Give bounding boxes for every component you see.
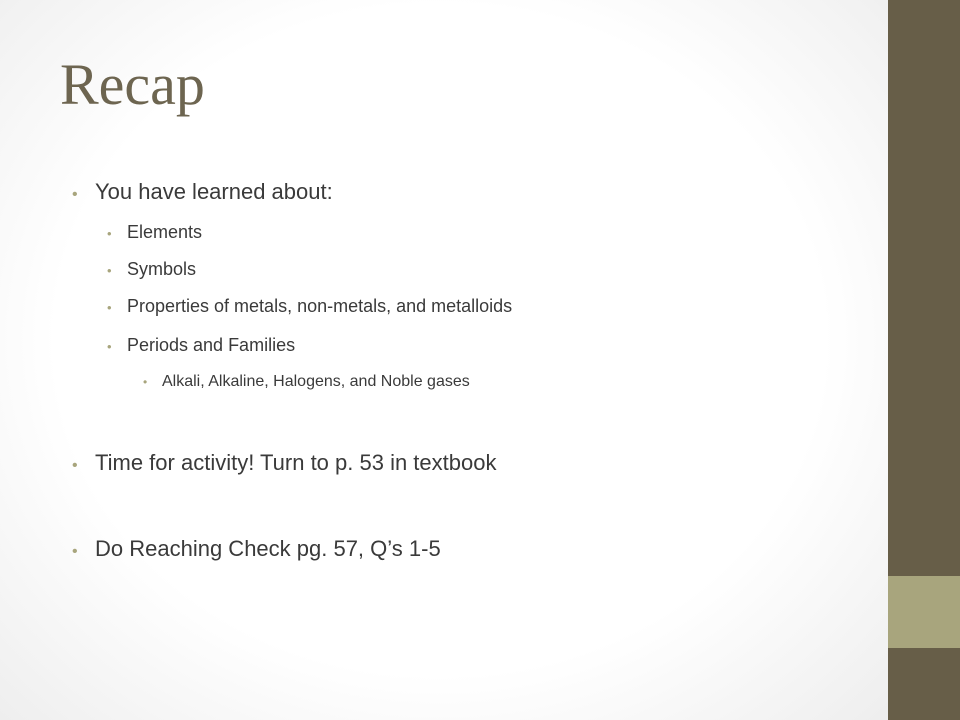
sidebar-accent-block: [888, 576, 960, 648]
bullet-dot: •: [72, 543, 78, 560]
bullet-dot: •: [107, 339, 112, 354]
sub-bullet-properties: [107, 296, 512, 317]
bullet-time-for-activity: [72, 450, 496, 476]
slide-title: Recap: [60, 52, 205, 117]
bullet-dot: •: [72, 457, 78, 474]
bullet-text: Elements: [127, 222, 203, 242]
bullet-text: Do Reaching Check pg. 57, Q’s 1-5: [95, 536, 441, 561]
bullet-text: Periods and Families: [127, 335, 296, 355]
bullet-text: Symbols: [127, 259, 197, 279]
bullet-text: Time for activity! Turn to p. 53 in textbook: [95, 450, 497, 475]
sub-sub-bullet-families-list: [143, 373, 470, 391]
sub-bullet-elements: [107, 222, 202, 243]
sub-bullet-symbols: [107, 259, 196, 280]
bullet-text: Alkali, Alkaline, Halogens, and Noble gases: [162, 373, 470, 390]
bullet-you-have-learned: [72, 179, 333, 205]
bullet-dot: •: [107, 226, 112, 241]
sub-bullet-periods-families: [107, 335, 295, 356]
bullet-dot: •: [107, 263, 112, 278]
bullet-dot: •: [72, 186, 78, 203]
bullet-reaching-check: [72, 536, 441, 562]
bullet-dot: •: [107, 300, 112, 315]
bullet-text: Properties of metals, non-metals, and metalloids: [127, 296, 513, 316]
bullet-dot: •: [143, 375, 148, 389]
bullet-text: You have learned about:: [95, 179, 333, 204]
